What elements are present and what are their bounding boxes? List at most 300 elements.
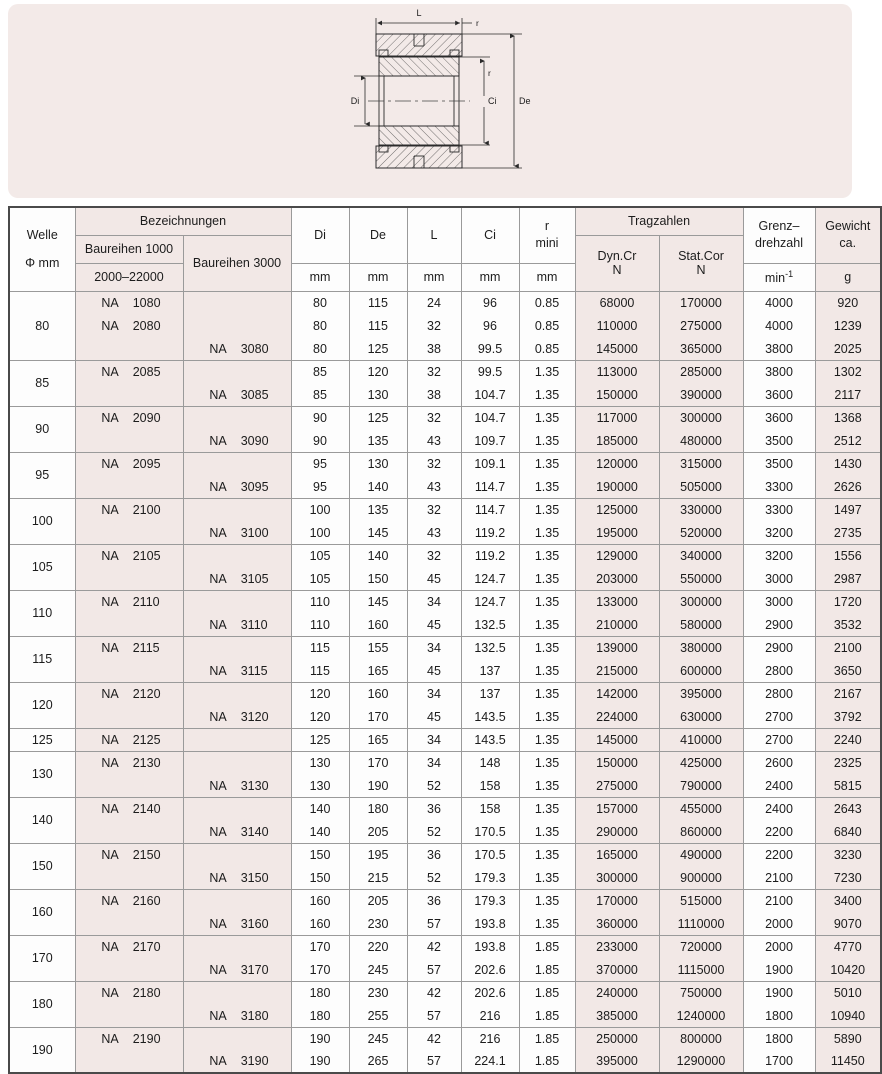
cell-baureihen-3000: [183, 1004, 291, 1027]
cell-baureihen-3000: [183, 636, 291, 659]
cell-welle: 125: [9, 728, 75, 751]
designation-prefix: NA: [101, 594, 119, 609]
table-row: [9, 406, 881, 429]
header-dyn-label: Dyn.Cr: [597, 249, 637, 263]
designation-prefix: NA: [209, 663, 227, 678]
cell-baureihen-3000: [183, 935, 291, 958]
cell-di: 150: [291, 866, 349, 889]
cell-l: 32: [407, 406, 461, 429]
cell-dyn-cr: 150000: [575, 751, 659, 774]
table-row: [9, 383, 881, 406]
table-row: [9, 544, 881, 567]
cell-baureihen-3000: [183, 820, 291, 843]
table-row: [9, 475, 881, 498]
cell-r-mini: 1.35: [519, 613, 575, 636]
cell-grenzdrehzahl: 3300: [743, 475, 815, 498]
table-row: [9, 912, 881, 935]
cell-r-mini: 1.35: [519, 521, 575, 544]
cell-de: 230: [349, 912, 407, 935]
cell-l: 57: [407, 1050, 461, 1073]
cell-gewicht: 11450: [815, 1050, 881, 1073]
cell-grenzdrehzahl: 3200: [743, 544, 815, 567]
designation-code: 2130: [132, 755, 161, 770]
cell-de: 160: [349, 613, 407, 636]
designation-prefix: NA: [209, 870, 227, 885]
cell-dyn-cr: 68000: [575, 291, 659, 314]
cell-stat-cor: 330000: [659, 498, 743, 521]
cell-ci: 119.2: [461, 544, 519, 567]
cell-l: 45: [407, 613, 461, 636]
cell-de: 135: [349, 498, 407, 521]
header-grenz-unit: [743, 263, 815, 291]
designation-prefix: NA: [101, 318, 119, 333]
cell-di: 100: [291, 521, 349, 544]
designation-code: 2190: [132, 1031, 161, 1046]
designation-code: 2160: [132, 893, 161, 908]
cell-dyn-cr: 139000: [575, 636, 659, 659]
cell-de: 230: [349, 981, 407, 1004]
cell-l: 38: [407, 383, 461, 406]
designation-code: 2085: [132, 364, 161, 379]
cell-baureihen-3000: [183, 866, 291, 889]
cell-baureihen-3000: [183, 406, 291, 429]
cell-gewicht: 2987: [815, 567, 881, 590]
cell-dyn-cr: 250000: [575, 1027, 659, 1050]
cell-baureihen-3000: [183, 1050, 291, 1073]
cell-gewicht: 1430: [815, 452, 881, 475]
table-header: [9, 207, 881, 291]
cell-gewicht: 6840: [815, 820, 881, 843]
cell-l: 34: [407, 682, 461, 705]
cell-r-mini: 1.35: [519, 912, 575, 935]
cell-baureihen-3000: [183, 958, 291, 981]
cell-stat-cor: 1290000: [659, 1050, 743, 1073]
cell-grenzdrehzahl: 2100: [743, 866, 815, 889]
table-row: [9, 429, 881, 452]
cell-baureihen-1000: [75, 1004, 183, 1027]
cell-ci: 216: [461, 1027, 519, 1050]
cell-baureihen-3000: [183, 1027, 291, 1050]
cell-ci: 137: [461, 682, 519, 705]
designation-code: 2170: [132, 939, 161, 954]
designation-prefix: NA: [101, 548, 119, 563]
cell-dyn-cr: 145000: [575, 728, 659, 751]
cell-gewicht: 2643: [815, 797, 881, 820]
designation-code: 3085: [240, 387, 269, 402]
cell-baureihen-3000: [183, 728, 291, 751]
cell-stat-cor: 900000: [659, 866, 743, 889]
cell-welle: 170: [9, 935, 75, 981]
cell-r-mini: 1.85: [519, 1050, 575, 1073]
cell-grenzdrehzahl: 2600: [743, 751, 815, 774]
cell-baureihen-3000: [183, 475, 291, 498]
cell-l: 43: [407, 475, 461, 498]
cell-de: 170: [349, 751, 407, 774]
designation-prefix: NA: [209, 962, 227, 977]
header-baureihen-3000: Baureihen 3000: [183, 235, 291, 291]
cell-dyn-cr: 360000: [575, 912, 659, 935]
designation-code: 3140: [240, 824, 269, 839]
cell-stat-cor: 395000: [659, 682, 743, 705]
cell-baureihen-1000: [75, 820, 183, 843]
cell-dyn-cr: 290000: [575, 820, 659, 843]
cell-r-mini: 0.85: [519, 337, 575, 360]
designation-code: 3130: [240, 778, 269, 793]
cell-r-mini: 1.35: [519, 866, 575, 889]
cell-di: 160: [291, 889, 349, 912]
cell-stat-cor: 1110000: [659, 912, 743, 935]
table-row: [9, 337, 881, 360]
designation-code: 3105: [240, 571, 269, 586]
designation-prefix: NA: [209, 778, 227, 793]
cell-grenzdrehzahl: 2800: [743, 682, 815, 705]
cell-stat-cor: 300000: [659, 590, 743, 613]
cell-r-mini: 0.85: [519, 291, 575, 314]
designation-code: 3180: [240, 1008, 269, 1023]
cell-dyn-cr: 133000: [575, 590, 659, 613]
cell-baureihen-3000: [183, 751, 291, 774]
cell-di: 85: [291, 383, 349, 406]
cell-stat-cor: 275000: [659, 314, 743, 337]
cell-di: 130: [291, 774, 349, 797]
cell-de: 205: [349, 820, 407, 843]
cell-l: 42: [407, 935, 461, 958]
table-row: [9, 751, 881, 774]
cell-gewicht: 3650: [815, 659, 881, 682]
cell-l: 52: [407, 820, 461, 843]
table-row: [9, 728, 881, 751]
designation-code: 2125: [132, 732, 161, 747]
table-row: [9, 291, 881, 314]
designation-code: 2080: [132, 318, 161, 333]
designation-prefix: NA: [101, 801, 119, 816]
cell-l: 34: [407, 590, 461, 613]
cell-l: 42: [407, 981, 461, 1004]
cell-r-mini: 1.35: [519, 360, 575, 383]
designation-code: 2095: [132, 456, 161, 471]
header-welle-unit: Φ mm: [25, 256, 60, 271]
cell-baureihen-1000: [75, 843, 183, 866]
cell-r-mini: 1.35: [519, 636, 575, 659]
header-di-unit: mm: [291, 263, 349, 291]
cell-baureihen-3000: [183, 567, 291, 590]
header-stat-unit: N: [696, 263, 706, 277]
header-gewicht: [815, 207, 881, 263]
cell-baureihen-1000: [75, 1027, 183, 1050]
designation-prefix: NA: [101, 295, 119, 310]
cell-baureihen-1000: [75, 567, 183, 590]
cell-l: 24: [407, 291, 461, 314]
table-row: [9, 521, 881, 544]
cell-r-mini: 1.35: [519, 705, 575, 728]
cell-baureihen-3000: [183, 360, 291, 383]
cell-baureihen-1000: [75, 751, 183, 774]
cell-l: 36: [407, 797, 461, 820]
cell-gewicht: 2240: [815, 728, 881, 751]
cell-grenzdrehzahl: 2200: [743, 843, 815, 866]
cell-gewicht: 2100: [815, 636, 881, 659]
cell-stat-cor: 630000: [659, 705, 743, 728]
cell-baureihen-1000: [75, 337, 183, 360]
table-row: [9, 498, 881, 521]
header-l: L: [407, 207, 461, 263]
bearing-cross-section-drawing: [338, 4, 538, 198]
cell-welle: 80: [9, 291, 75, 360]
cell-stat-cor: 800000: [659, 1027, 743, 1050]
designation-code: 2105: [132, 548, 161, 563]
cell-welle: 130: [9, 751, 75, 797]
cell-ci: 193.8: [461, 912, 519, 935]
cell-l: 45: [407, 659, 461, 682]
cell-stat-cor: 1240000: [659, 1004, 743, 1027]
cell-dyn-cr: 195000: [575, 521, 659, 544]
table-row: [9, 1004, 881, 1027]
cell-dyn-cr: 165000: [575, 843, 659, 866]
cell-dyn-cr: 185000: [575, 429, 659, 452]
cell-dyn-cr: 120000: [575, 452, 659, 475]
cell-grenzdrehzahl: 4000: [743, 314, 815, 337]
dim-label-L: L: [416, 8, 422, 18]
cell-ci: 109.1: [461, 452, 519, 475]
table-row: [9, 613, 881, 636]
table-row: [9, 636, 881, 659]
designation-prefix: NA: [209, 1008, 227, 1023]
cell-stat-cor: 550000: [659, 567, 743, 590]
cell-grenzdrehzahl: 3200: [743, 521, 815, 544]
cell-dyn-cr: 224000: [575, 705, 659, 728]
cell-dyn-cr: 300000: [575, 866, 659, 889]
cell-de: 190: [349, 774, 407, 797]
cell-grenzdrehzahl: 2400: [743, 774, 815, 797]
cell-ci: 114.7: [461, 475, 519, 498]
cell-ci: 124.7: [461, 590, 519, 613]
designation-prefix: NA: [101, 939, 119, 954]
cell-r-mini: 1.35: [519, 567, 575, 590]
cell-stat-cor: 790000: [659, 774, 743, 797]
cell-ci: 224.1: [461, 1050, 519, 1073]
cell-ci: 124.7: [461, 567, 519, 590]
cell-welle: 110: [9, 590, 75, 636]
cell-de: 140: [349, 544, 407, 567]
header-baureihen-1000-range: 2000–22000: [75, 263, 183, 291]
cell-de: 220: [349, 935, 407, 958]
designation-prefix: NA: [101, 364, 119, 379]
cell-gewicht: 2117: [815, 383, 881, 406]
cell-gewicht: 1556: [815, 544, 881, 567]
cell-di: 110: [291, 590, 349, 613]
cell-de: 205: [349, 889, 407, 912]
cell-baureihen-1000: [75, 866, 183, 889]
header-de: De: [349, 207, 407, 263]
designation-prefix: NA: [209, 916, 227, 931]
designation-code: 3110: [240, 617, 268, 632]
cell-r-mini: 1.35: [519, 751, 575, 774]
cell-grenzdrehzahl: 3600: [743, 406, 815, 429]
cell-r-mini: 1.85: [519, 935, 575, 958]
cell-ci: 114.7: [461, 498, 519, 521]
bearing-spec-table: [8, 206, 882, 1074]
cell-l: 36: [407, 889, 461, 912]
cell-di: 120: [291, 705, 349, 728]
cell-l: 34: [407, 751, 461, 774]
cell-ci: 202.6: [461, 981, 519, 1004]
cell-di: 95: [291, 475, 349, 498]
header-gewicht-line1: Gewicht: [825, 219, 871, 234]
cell-ci: 96: [461, 291, 519, 314]
header-l-unit: mm: [407, 263, 461, 291]
cell-r-mini: 1.35: [519, 590, 575, 613]
header-grenzdrehzahl: [743, 207, 815, 263]
cell-dyn-cr: 117000: [575, 406, 659, 429]
cell-gewicht: 920: [815, 291, 881, 314]
cell-gewicht: 1720: [815, 590, 881, 613]
designation-code: 3160: [240, 916, 269, 931]
header-de-unit: mm: [349, 263, 407, 291]
designation-prefix: NA: [101, 640, 119, 655]
cell-r-mini: 1.35: [519, 406, 575, 429]
designation-code: 3100: [240, 525, 269, 540]
cell-grenzdrehzahl: 1800: [743, 1027, 815, 1050]
designation-prefix: NA: [101, 893, 119, 908]
cell-stat-cor: 425000: [659, 751, 743, 774]
cell-ci: 158: [461, 774, 519, 797]
header-grenz-unit-base: min: [764, 271, 786, 286]
designation-code: 2120: [132, 686, 161, 701]
cell-baureihen-1000: [75, 912, 183, 935]
designation-prefix: NA: [209, 479, 227, 494]
cell-ci: 137: [461, 659, 519, 682]
designation-code: 3190: [240, 1054, 269, 1069]
designation-prefix: NA: [209, 1054, 227, 1069]
designation-prefix: NA: [209, 525, 227, 540]
cell-stat-cor: 720000: [659, 935, 743, 958]
cell-dyn-cr: 233000: [575, 935, 659, 958]
cell-ci: 179.3: [461, 889, 519, 912]
cell-stat-cor: 340000: [659, 544, 743, 567]
designation-code: 1080: [132, 295, 161, 310]
cell-gewicht: 5890: [815, 1027, 881, 1050]
cell-de: 160: [349, 682, 407, 705]
header-bezeichnungen: Bezeichnungen: [75, 207, 291, 235]
cell-grenzdrehzahl: 2100: [743, 889, 815, 912]
cell-ci: 143.5: [461, 728, 519, 751]
cell-ci: 132.5: [461, 636, 519, 659]
cell-di: 190: [291, 1050, 349, 1073]
cell-di: 125: [291, 728, 349, 751]
header-stat-cor: [659, 235, 743, 291]
designation-code: 3090: [240, 433, 269, 448]
cell-dyn-cr: 150000: [575, 383, 659, 406]
designation-code: 2140: [132, 801, 161, 816]
cell-di: 90: [291, 406, 349, 429]
header-grenz-line2: drehzahl: [755, 236, 803, 251]
cell-dyn-cr: 170000: [575, 889, 659, 912]
cell-gewicht: 2626: [815, 475, 881, 498]
cell-di: 140: [291, 820, 349, 843]
header-baureihen-1000: [75, 235, 183, 263]
cell-dyn-cr: 110000: [575, 314, 659, 337]
designation-code: 3095: [240, 479, 269, 494]
cell-baureihen-1000: [75, 636, 183, 659]
cell-dyn-cr: 113000: [575, 360, 659, 383]
table-row: [9, 958, 881, 981]
designation-code: 2090: [132, 410, 161, 425]
cell-baureihen-3000: [183, 314, 291, 337]
cell-r-mini: 1.35: [519, 383, 575, 406]
cell-baureihen-1000: [75, 498, 183, 521]
designation-code: 2100: [132, 502, 161, 517]
cell-grenzdrehzahl: 2000: [743, 912, 815, 935]
cell-r-mini: 1.35: [519, 728, 575, 751]
cell-de: 135: [349, 429, 407, 452]
cell-baureihen-1000: [75, 360, 183, 383]
cell-baureihen-1000: [75, 889, 183, 912]
cell-gewicht: 2512: [815, 429, 881, 452]
cell-baureihen-3000: [183, 429, 291, 452]
cell-di: 170: [291, 935, 349, 958]
cell-de: 265: [349, 1050, 407, 1073]
cell-di: 160: [291, 912, 349, 935]
cell-welle: 160: [9, 889, 75, 935]
cell-dyn-cr: 240000: [575, 981, 659, 1004]
cell-ci: 193.8: [461, 935, 519, 958]
table-row: [9, 935, 881, 958]
cell-gewicht: 4770: [815, 935, 881, 958]
cell-gewicht: 7230: [815, 866, 881, 889]
cell-di: 105: [291, 544, 349, 567]
cell-di: 110: [291, 613, 349, 636]
dim-label-r-inner: r: [488, 68, 491, 78]
cell-baureihen-1000: [75, 728, 183, 751]
header-r: [519, 207, 575, 263]
designation-code: 2150: [132, 847, 161, 862]
cell-stat-cor: 515000: [659, 889, 743, 912]
header-grenz-line1: Grenz–: [758, 219, 800, 234]
cell-di: 150: [291, 843, 349, 866]
cell-ci: 158: [461, 797, 519, 820]
designation-prefix: NA: [209, 387, 227, 402]
cell-ci: 170.5: [461, 843, 519, 866]
cell-ci: 143.5: [461, 705, 519, 728]
cell-de: 245: [349, 958, 407, 981]
cell-gewicht: 1368: [815, 406, 881, 429]
cell-de: 130: [349, 452, 407, 475]
cell-de: 145: [349, 590, 407, 613]
cell-stat-cor: 410000: [659, 728, 743, 751]
header-grenz-unit-exp: -1: [785, 268, 794, 279]
cell-di: 85: [291, 360, 349, 383]
cell-di: 115: [291, 636, 349, 659]
cell-di: 170: [291, 958, 349, 981]
cell-r-mini: 1.35: [519, 475, 575, 498]
cell-di: 190: [291, 1027, 349, 1050]
cell-l: 57: [407, 958, 461, 981]
header-welle: [9, 207, 75, 291]
designation-prefix: NA: [101, 686, 119, 701]
cell-ci: 202.6: [461, 958, 519, 981]
cell-ci: 99.5: [461, 360, 519, 383]
cell-l: 57: [407, 912, 461, 935]
header-tragzahlen: Tragzahlen: [575, 207, 743, 235]
cell-stat-cor: 455000: [659, 797, 743, 820]
cell-dyn-cr: 210000: [575, 613, 659, 636]
designation-prefix: NA: [209, 341, 227, 356]
cell-dyn-cr: 395000: [575, 1050, 659, 1073]
cell-di: 80: [291, 337, 349, 360]
cell-de: 130: [349, 383, 407, 406]
table-row: [9, 981, 881, 1004]
cell-de: 255: [349, 1004, 407, 1027]
